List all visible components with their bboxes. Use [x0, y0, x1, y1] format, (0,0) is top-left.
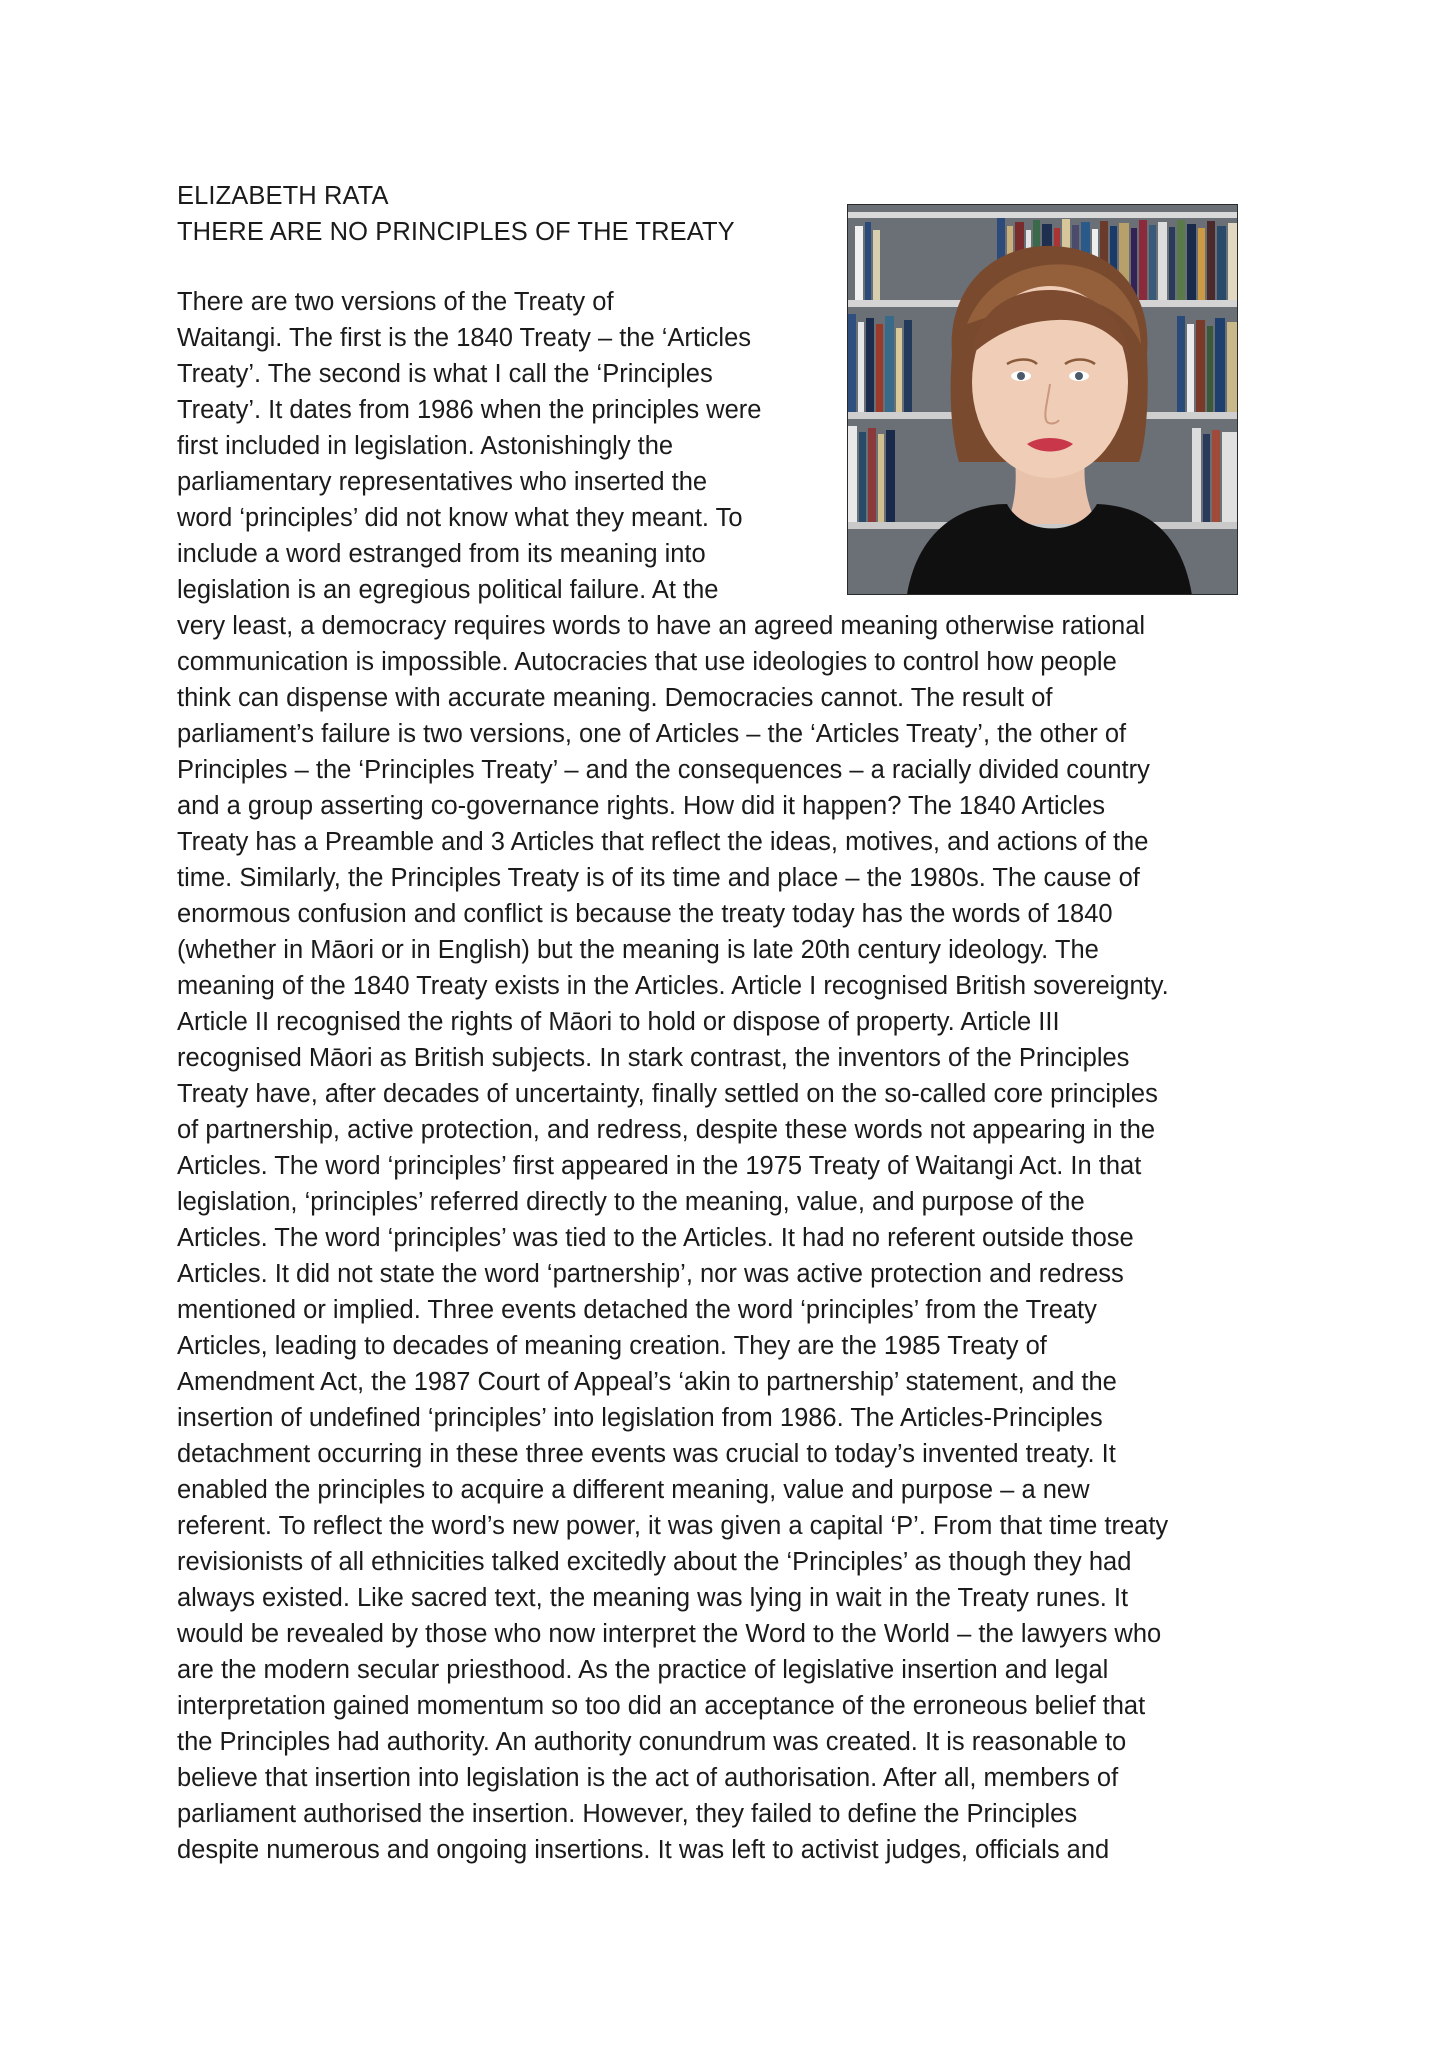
body-text-line: Treaty has a Preamble and 3 Articles that reflect the ideas, motives, and actions of the: [177, 828, 1149, 856]
body-text-line: the Principles had authority. An authority conundrum was created. It is reasonable to: [177, 1728, 1127, 1756]
body-text-line: Treaty’. The second is what I call the ‘Principles: [177, 360, 713, 388]
body-text-line: referent. To reflect the word’s new power, it was given a capital ‘P’. From that time treaty: [177, 1512, 1169, 1540]
body-text-line: parliamentary representatives who inserted the: [177, 468, 708, 496]
body-text-line: of partnership, active protection, and redress, despite these words not appearing in the: [177, 1116, 1156, 1144]
body-text-line: include a word estranged from its meaning into: [177, 540, 706, 568]
body-text-line: legislation is an egregious political failure. At the: [177, 576, 719, 604]
body-text-line: are the modern secular priesthood. As the practice of legislative insertion and legal: [177, 1656, 1109, 1684]
article-title: THERE ARE NO PRINCIPLES OF THE TREATY: [177, 218, 735, 246]
body-text-line: Articles. It did not state the word ‘partnership’, nor was active protection and redress: [177, 1260, 1124, 1288]
body-text-line: parliament’s failure is two versions, one of Articles – the ‘Articles Treaty’, the other of: [177, 720, 1127, 748]
body-text-line: Principles – the ‘Principles Treaty’ – and the consequences – a racially divided country: [177, 756, 1150, 784]
body-text-line: recognised Māori as British subjects. In stark contrast, the inventors of the Principles: [177, 1044, 1130, 1072]
body-text-line: enabled the principles to acquire a different meaning, value and purpose – a new: [177, 1476, 1090, 1504]
body-text-line: Articles, leading to decades of meaning creation. They are the 1985 Treaty of: [177, 1332, 1047, 1360]
body-text-line: enormous confusion and conflict is because the treaty today has the words of 1840: [177, 900, 1113, 928]
body-text-line: meaning of the 1840 Treaty exists in the Articles. Article I recognised British sovereignty.: [177, 972, 1169, 1000]
article-header: [177, 178, 735, 250]
body-text-line: first included in legislation. Astonishingly the: [177, 432, 674, 460]
article-body: [177, 284, 1169, 1868]
body-text-line: Articles. The word ‘principles’ was tied to the Articles. It had no referent outside those: [177, 1224, 1134, 1252]
body-text-line: parliament authorised the insertion. However, they failed to define the Principles: [177, 1800, 1078, 1828]
body-text-line: Articles. The word ‘principles’ first appeared in the 1975 Treaty of Waitangi Act. In that: [177, 1152, 1142, 1180]
body-text-line: legislation, ‘principles’ referred directly to the meaning, value, and purpose of the: [177, 1188, 1085, 1216]
body-text-line: always existed. Like sacred text, the meaning was lying in wait in the Treaty runes. It: [177, 1584, 1129, 1612]
body-text-line: Treaty have, after decades of uncertainty, finally settled on the so-called core principles: [177, 1080, 1158, 1108]
body-text-line: There are two versions of the Treaty of: [177, 288, 614, 316]
body-text-line: (whether in Māori or in English) but the meaning is late 20th century ideology. The: [177, 936, 1099, 964]
body-text-line: would be revealed by those who now interpret the Word to the World – the lawyers who: [177, 1620, 1162, 1648]
body-text-line: and a group asserting co-governance rights. How did it happen? The 1840 Articles: [177, 792, 1106, 820]
body-text-line: revisionists of all ethnicities talked excitedly about the ‘Principles’ as though they had: [177, 1548, 1132, 1576]
body-text-line: time. Similarly, the Principles Treaty is of its time and place – the 1980s. The cause of: [177, 864, 1140, 892]
body-text-line: Waitangi. The first is the 1840 Treaty – the ‘Articles: [177, 324, 752, 352]
body-text-line: interpretation gained momentum so too did an acceptance of the erroneous belief that: [177, 1692, 1146, 1720]
body-text-line: despite numerous and ongoing insertions. It was left to activist judges, officials and: [177, 1836, 1110, 1864]
body-text-line: believe that insertion into legislation is the act of authorisation. After all, members of: [177, 1764, 1119, 1792]
body-text-line: very least, a democracy requires words to have an agreed meaning otherwise rational: [177, 612, 1146, 640]
body-text-line: mentioned or implied. Three events detached the word ‘principles’ from the Treaty: [177, 1296, 1097, 1324]
body-text-line: insertion of undefined ‘principles’ into legislation from 1986. The Articles-Principles: [177, 1404, 1103, 1432]
body-text-line: Amendment Act, the 1987 Court of Appeal’s ‘akin to partnership’ statement, and the: [177, 1368, 1117, 1396]
body-text-line: Treaty’. It dates from 1986 when the principles were: [177, 396, 762, 424]
author-name: ELIZABETH RATA: [177, 182, 389, 210]
body-text-line: word ‘principles’ did not know what they meant. To: [177, 504, 743, 532]
body-text-line: think can dispense with accurate meaning. Democracies cannot. The result of: [177, 684, 1053, 712]
body-text-line: detachment occurring in these three events was crucial to today’s invented treaty. It: [177, 1440, 1116, 1468]
body-text-line: communication is impossible. Autocracies that use ideologies to control how people: [177, 648, 1117, 676]
body-text-line: Article II recognised the rights of Māori to hold or dispose of property. Article III: [177, 1008, 1060, 1036]
